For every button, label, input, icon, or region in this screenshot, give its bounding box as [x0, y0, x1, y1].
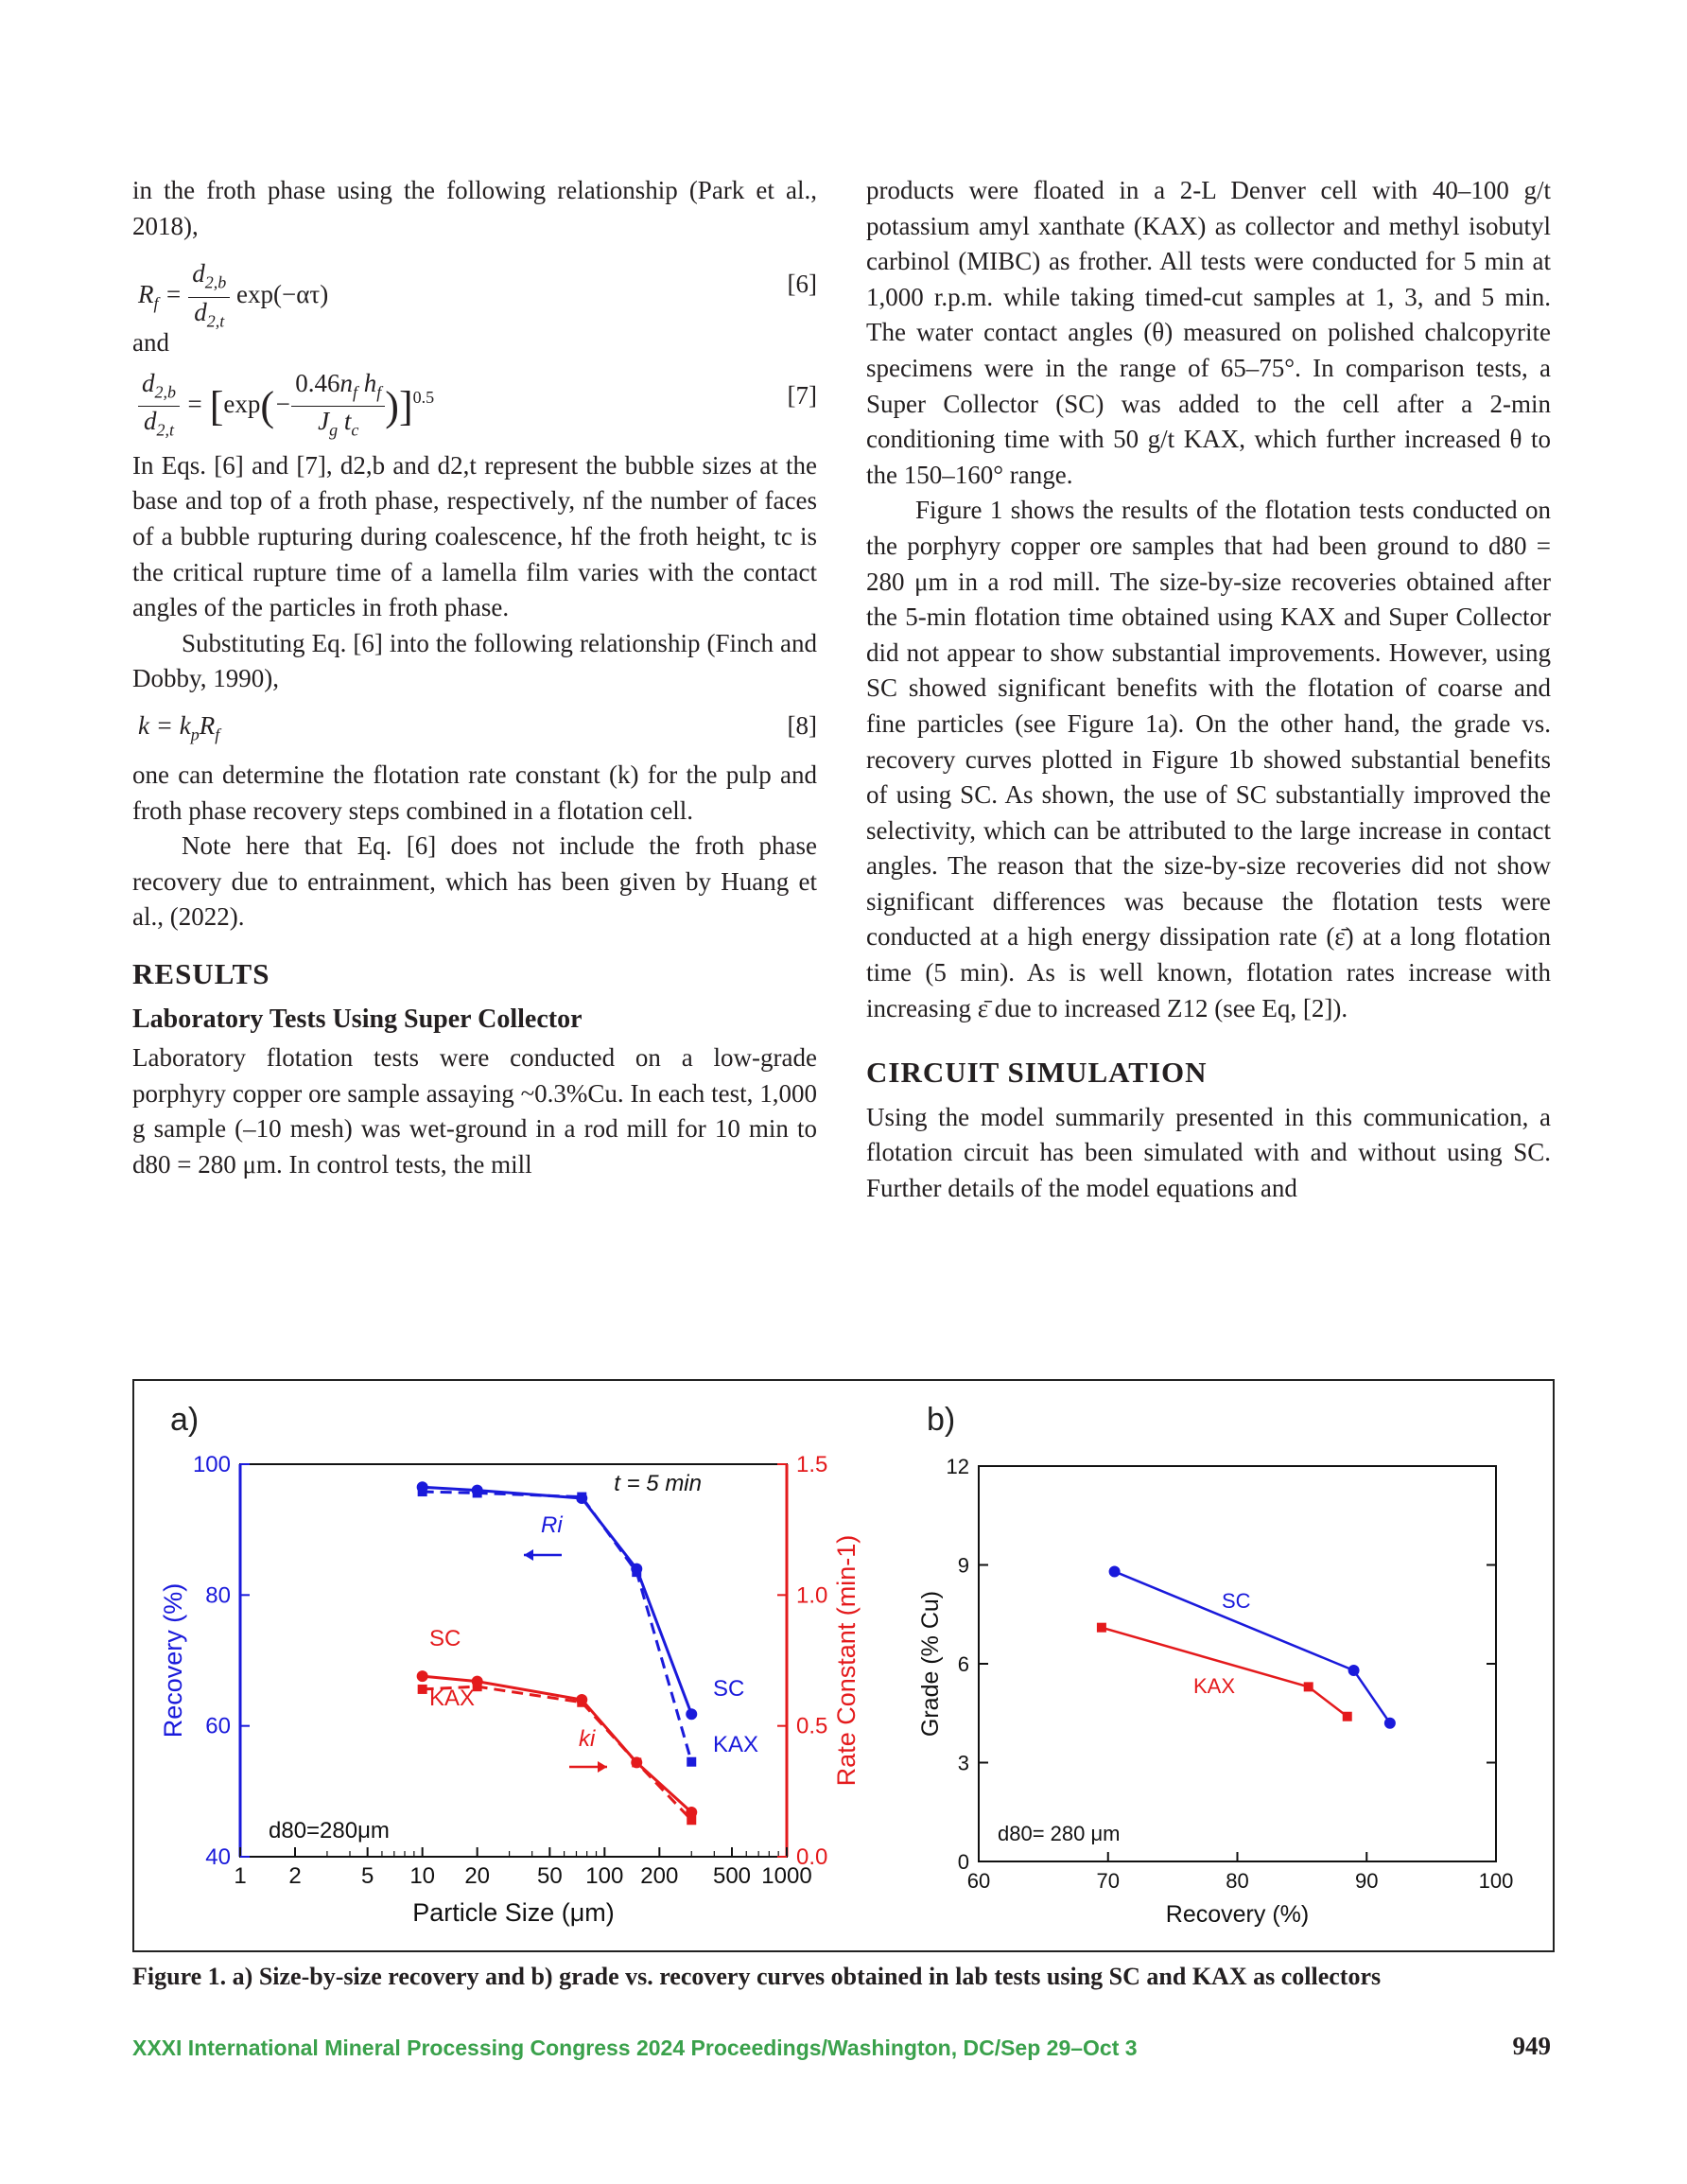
- plot-frame: [979, 1466, 1496, 1861]
- x-tick-label: 70: [1096, 1869, 1120, 1893]
- paragraph: In Eqs. [6] and [7], d2,b and d2,t represent the bubble sizes at the base and top of a froth phase, respectively, nf the number of faces of a bubble rupturing during coalescence, hf the froth height, tc is the critical rupture time of a lamella film varies with the contact angles of the particles in froth phase.: [132, 450, 817, 622]
- equation-6: $R_f$ = $\frac{d_{2,b}}{d_{2,t}}$ exp(−ατ) [6]: [138, 259, 817, 330]
- right-column: [866, 173, 1551, 1207]
- paragraph: Substituting Eq. [6] into the following relationship (Finch and Dobby, 1990),: [132, 628, 817, 693]
- paragraph: one can determine the flotation rate constant (k) for the pulp and froth phase recovery steps combined in a flotation cell.: [132, 760, 817, 825]
- x-tick-label: 1000: [761, 1863, 812, 1889]
- data-point: [686, 1708, 697, 1720]
- left-column: [132, 173, 817, 1182]
- series-line-sc: [1115, 1571, 1390, 1722]
- y2-axis-label: Rate Constant (min-1): [832, 1534, 861, 1787]
- footer-conference: XXXI International Mineral Processing Congress 2024 Proceedings/Washington, DC/Sep 29–Oct 3: [132, 2035, 1138, 2060]
- annotation-d80: d80= 280 μm: [998, 1822, 1121, 1845]
- label-sc-rate: SC: [429, 1626, 461, 1651]
- data-point: [1097, 1623, 1106, 1633]
- figure-svg: [134, 1381, 1553, 1950]
- y2-tick-label: 0.0: [796, 1844, 828, 1870]
- plot-frame: [240, 1464, 787, 1857]
- data-point: [418, 1487, 427, 1496]
- annotation-ki: ki: [579, 1726, 596, 1752]
- paragraph: Figure 1 shows the results of the flotation tests conducted on the porphyry copper ore samples that had been ground to d80 = 280 μm in a rod mill. The size-by-size recoveries obtained after the 5-min flotation time obtained using KAX and Super Collector did not appear to show substantial improvements. However, using SC showed significant benefits with the flotation of coarse and fine particles (see Figure 1a). On the other hand, the grade vs. recovery curves plotted in Figure 1b showed substantial benefits of using SC. As shown, the use of SC substantially improved the selectivity, which can be attributed to the large increase in contact angles. The reason that the size-by-size recoveries did not show significant differences was because the flotation tests were conducted at a high energy dissipation rate (ε̄) at a long flotation time (5 min). As is well known, flotation rates increase with increasing ε̄ due to increased Z12 (see Eq, [2]).: [866, 496, 1551, 1022]
- x-tick-label: 90: [1355, 1869, 1379, 1893]
- equation-8: $k = k_pR_f$ [8]: [132, 697, 817, 758]
- data-point: [417, 1670, 428, 1682]
- data-point: [1304, 1682, 1313, 1691]
- equation-7: $\frac{d_{2,b}}{d_{2,t}}$ = [exp(− $\frac{0.46n_f h_f}{J_g t_c}$ )]$^{0.5}$ [7]: [132, 361, 817, 448]
- data-point: [632, 1567, 641, 1577]
- paragraph: in the froth phase using the following relationship (Park et al., 2018),: [132, 176, 817, 240]
- data-point: [1348, 1665, 1360, 1676]
- x-tick-label: 500: [712, 1863, 752, 1889]
- y-tick-label: 100: [192, 1452, 231, 1477]
- section-heading-circuit: CIRCUIT SIMULATION: [866, 1056, 1208, 1090]
- subsection-heading: Laboratory Tests Using Super Collector: [132, 1004, 583, 1034]
- data-point: [577, 1698, 586, 1707]
- annotation-time: t = 5 min: [614, 1471, 702, 1496]
- y-tick-label: 12: [946, 1455, 969, 1478]
- figure-caption: Figure 1. a) Size-by-size recovery and b) grade vs. recovery curves obtained in lab tests using SC and KAX as collectors: [132, 1963, 1382, 1990]
- y-tick-label: 6: [957, 1652, 969, 1676]
- y-axis-label: Grade (% Cu): [917, 1590, 944, 1738]
- data-point: [687, 1815, 696, 1825]
- panel-b-label: b): [927, 1402, 956, 1438]
- y-tick-label: 0: [957, 1850, 969, 1874]
- chart-a: [159, 1452, 861, 1927]
- page-number: 949: [1512, 2032, 1551, 2060]
- paragraph: Using the model summarily presented in this communication, a flotation circuit has been simulated with and without using SC. Further details of the model equations and: [866, 1102, 1551, 1203]
- y-tick-label: 3: [957, 1751, 969, 1775]
- x-tick-label: 80: [1226, 1869, 1249, 1893]
- y-tick-label: 40: [205, 1844, 231, 1870]
- paragraph: and: [132, 328, 169, 358]
- x-tick-label: 100: [1478, 1869, 1514, 1893]
- equation-number: [8]: [787, 710, 817, 740]
- data-point: [687, 1757, 696, 1767]
- equation-number: [6]: [787, 270, 817, 299]
- x-tick-label: 50: [536, 1863, 563, 1889]
- equation-number: [7]: [787, 380, 817, 410]
- arrow-ki-head: [598, 1761, 607, 1773]
- chart-b: [917, 1455, 1513, 1928]
- series-line-kax: [1102, 1628, 1348, 1717]
- data-point: [473, 1488, 482, 1497]
- y-axis-label: Recovery (%): [159, 1582, 187, 1738]
- x-tick-label: 10: [409, 1863, 436, 1889]
- x-axis-label: Particle Size (μm): [412, 1898, 615, 1927]
- x-tick-label: 5: [360, 1863, 374, 1889]
- x-axis-label: Recovery (%): [1165, 1901, 1310, 1928]
- label-kax-rate: KAX: [429, 1686, 476, 1711]
- label-kax: KAX: [1193, 1674, 1236, 1698]
- x-tick-label: 100: [585, 1863, 624, 1889]
- annotation-ri: Ri: [541, 1512, 563, 1538]
- x-tick-label: 200: [640, 1863, 679, 1889]
- y-tick-label: 60: [205, 1713, 231, 1739]
- annotation-d80: d80=280μm: [269, 1818, 390, 1843]
- x-tick-label: 60: [966, 1869, 991, 1893]
- figure-1: [132, 1379, 1555, 1952]
- paragraph: products were floated in a 2-L Denver cell with 40–100 g/t potassium amyl xanthate (KAX) as collector and methyl isobutyl carbinol (MIBC) as frother. All tests were conducted for 5 min at 1,000 r.p.m. while taking timed-cut samples at 1, 3, and 5 min. The water contact angles (θ) measured on polished chalcopyrite specimens were in the range of 65–75°. In comparison tests, a Super Collector (SC) was added to the cell after a 2-min conditioning time with 50 g/t KAX, which further increased θ to the 150–160° range.: [866, 176, 1551, 489]
- data-point: [632, 1757, 641, 1767]
- label-sc: SC: [1222, 1589, 1251, 1613]
- data-point: [577, 1493, 586, 1502]
- x-tick-label: 2: [288, 1863, 302, 1889]
- x-tick-label: 1: [234, 1863, 247, 1889]
- data-point: [418, 1685, 427, 1694]
- data-point: [1384, 1718, 1396, 1729]
- data-point: [1343, 1712, 1352, 1721]
- paragraph: Laboratory flotation tests were conducted on a low-grade porphyry copper ore sample assaying ~0.3%Cu. In each test, 1,000 g sample (–10 mesh) was wet-ground in a rod mill for 10 min to d80 = 280 μm. In control tests, the mill: [132, 1043, 817, 1179]
- y2-tick-label: 1.0: [796, 1582, 828, 1609]
- arrow-ri-head: [524, 1549, 533, 1561]
- label-kax-recovery: KAX: [713, 1732, 759, 1757]
- y-tick-label: 9: [957, 1553, 969, 1578]
- panel-a-label: a): [170, 1402, 200, 1438]
- y-tick-label: 80: [205, 1582, 231, 1609]
- y2-tick-label: 0.5: [796, 1713, 828, 1739]
- section-heading-results: RESULTS: [132, 956, 270, 990]
- data-point: [1109, 1565, 1121, 1577]
- y2-tick-label: 1.5: [796, 1452, 828, 1477]
- paragraph: Note here that Eq. [6] does not include the froth phase recovery due to entrainment, which has been given by Huang et al., (2022).: [132, 831, 817, 932]
- label-sc-recovery: SC: [713, 1676, 745, 1702]
- x-tick-label: 20: [464, 1863, 491, 1889]
